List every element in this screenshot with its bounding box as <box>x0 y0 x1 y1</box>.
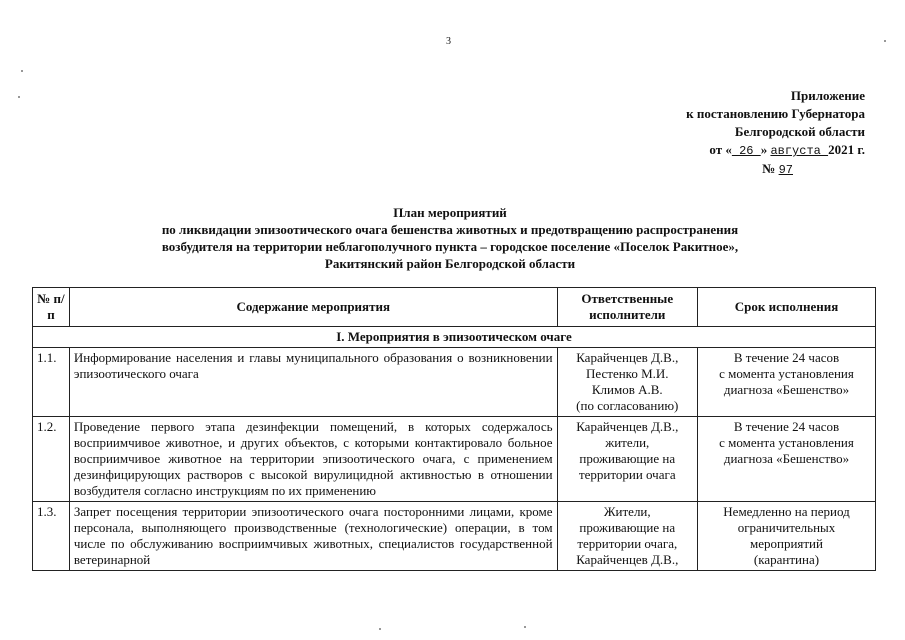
page-number: 3 <box>446 36 451 47</box>
scan-speck <box>379 628 381 630</box>
appendix-decree-line: к постановлению Губернатора <box>686 106 865 121</box>
executor-line: Жители, <box>603 504 651 519</box>
title-line-2: по ликвидации эпизоотического очага бешенства животных и предотвращению распространения <box>161 222 739 237</box>
scan-speck <box>884 40 886 42</box>
table-row <box>33 502 876 571</box>
executor-line: Пестенко М.И. <box>586 366 669 381</box>
executor-line: проживающие на <box>579 520 676 535</box>
appendix-date-line <box>585 141 865 160</box>
document-title <box>60 204 840 272</box>
appendix-title: Приложение <box>790 88 865 103</box>
deadline-line: с момента установления <box>719 366 854 381</box>
row-executors <box>557 417 697 502</box>
row-num: 1.2. <box>33 417 70 502</box>
section-row <box>33 327 876 348</box>
executor-line: территории очага, <box>577 536 678 551</box>
date-day: 26 <box>731 144 761 158</box>
deadline-line: диагноза «Бешенство» <box>723 382 850 397</box>
executor-line: жители, <box>605 435 650 450</box>
title-line-4: Ракитянский район Белгородской области <box>324 256 576 271</box>
header-content: Содержание мероприятия <box>69 288 557 327</box>
executor-line: территории очага <box>578 467 676 482</box>
date-prefix: от « <box>709 142 732 157</box>
deadline-line: ограничительных <box>737 520 836 535</box>
row-deadline <box>697 502 875 571</box>
scan-speck <box>21 70 23 72</box>
decree-number: 97 <box>778 163 793 177</box>
row-executors <box>557 348 697 417</box>
row-num: 1.3. <box>33 502 70 571</box>
row-executors <box>557 502 697 571</box>
deadline-line: диагноза «Бешенство» <box>723 451 850 466</box>
table-header-row <box>33 288 876 327</box>
date-year: 2021 г. <box>828 142 865 157</box>
row-deadline <box>697 348 875 417</box>
deadline-line: мероприятий <box>749 536 823 551</box>
date-month: августа <box>770 144 829 158</box>
title-line-3: возбудителя на территории неблагополучного пункта – городское поселение «Поселок Ракитное», <box>161 239 739 254</box>
executor-line: Карайченцев Д.В., <box>576 552 679 567</box>
plan-table <box>32 287 876 571</box>
header-executors: Ответственные исполнители <box>557 288 697 327</box>
deadline-line: с момента установления <box>719 435 854 450</box>
date-mid: » <box>760 142 771 157</box>
appendix-number-line <box>585 160 865 179</box>
appendix-region-line: Белгородской области <box>734 124 865 139</box>
scan-speck <box>524 626 526 628</box>
row-content: Информирование населения и главы муниципального образования о возникновении эпизоотического очага <box>69 348 557 417</box>
executor-line: Климов А.В. <box>591 382 663 397</box>
number-prefix: № <box>762 161 779 176</box>
deadline-line: (карантина) <box>753 552 820 567</box>
header-num: № п/п <box>33 288 70 327</box>
deadline-line: В течение 24 часов <box>733 419 840 434</box>
table-row <box>33 348 876 417</box>
executor-line: Карайченцев Д.В., <box>576 350 679 365</box>
appendix-header <box>585 87 865 179</box>
executor-line: проживающие на <box>579 451 676 466</box>
row-content: Запрет посещения территории эпизоотического очага посторонними лицами, кроме персонала, выполняющего производственные (технологические) операции, в том числе по обслуживанию восприимчивых животных, специалистов государственной ветеринарной <box>69 502 557 571</box>
deadline-line: Немедленно на период <box>723 504 850 519</box>
row-num: 1.1. <box>33 348 70 417</box>
row-content: Проведение первого этапа дезинфекции помещений, в которых содержалось восприимчивое животное, и других объектов, с которыми контактировало больное восприимчивое животное на территории эпизоотического очага, с применением дезинфицирующих растворов с высокой вирулицидной активностью в отношении возбудителя согласно инструкциям по их применению <box>69 417 557 502</box>
executor-line: (по согласованию) <box>576 398 679 413</box>
header-deadline: Срок исполнения <box>697 288 875 327</box>
row-deadline <box>697 417 875 502</box>
executor-line: Карайченцев Д.В., <box>576 419 679 434</box>
table-row <box>33 417 876 502</box>
section-title: I. Мероприятия в эпизоотическом очаге <box>33 327 876 348</box>
deadline-line: В течение 24 часов <box>733 350 840 365</box>
title-line-1: План мероприятий <box>393 205 507 220</box>
scan-speck <box>18 96 20 98</box>
